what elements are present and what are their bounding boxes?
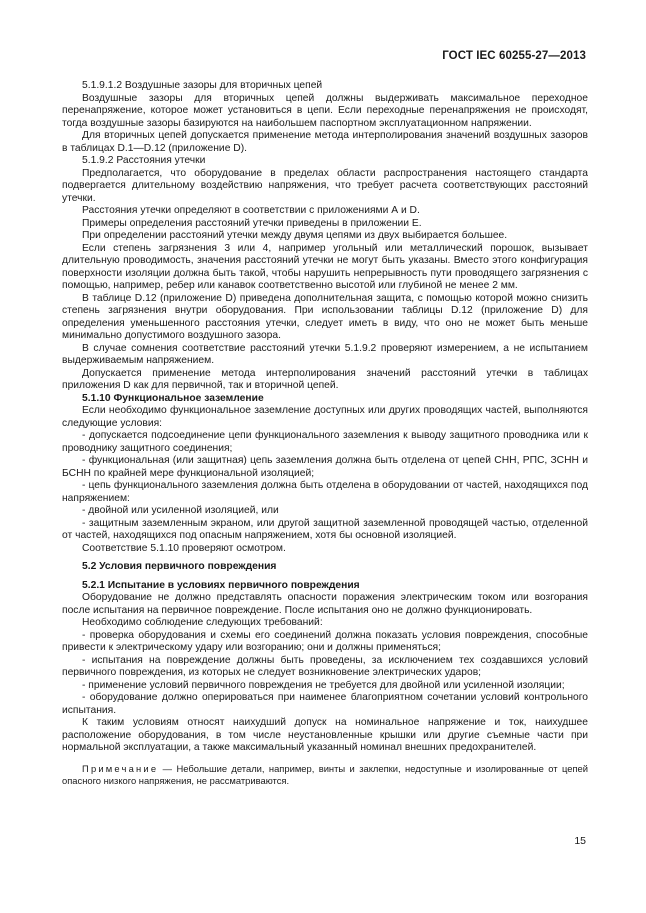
paragraph: К таким условиям относят наихудший допуск на номинальное напряжение и ток, наихудшее расположение оборудования, в том числе неустановленные крышки или другие съемные части при нормальной эксплуатации, а также максимальный указанный номинал внешних предохранителей. [62, 717, 588, 753]
section-heading: 5.2 Условия первичного повреждения [82, 561, 277, 572]
list-item: - защитным заземленным экраном, или другой защитной заземленной проводящей частью, отделенной от частей, находящихся под опасным напряжением, хотя бы основной изоляцией. [62, 517, 588, 541]
paragraph: Оборудование не должно представлять опасности поражения электрическим током или возгорания после испытания на первичное повреждение. После испытания оно не должно функционировать. [62, 592, 588, 616]
section-heading: 5.1.10 Функциональное заземление [82, 392, 264, 404]
paragraph: Для вторичных цепей допускается применение метода интерполирования значений воздушных зазоров в таблицах D.1—D.12 (приложение D). [62, 130, 588, 154]
paragraph: Если необходимо функциональное заземление доступных или других проводящих частей, выполняются следующие условия: [62, 405, 588, 429]
paragraph: Если степень загрязнения 3 или 4, например угольный или металлический порошок, вызывает длительную проводимость, значения расстояний утечки не могут быть указаны. Вместо этого конфигурация поверхности изоляции должна быть такой, чтобы нарушить непрерывность пути проводящего загрязнения с помощью, например, ребер или канавок соответственно высотой или глубиной не менее 2 мм. [62, 242, 588, 291]
list-item: - испытания на повреждение должны быть проведены, за исключением тех создавшихся условий первичного повреждения, из которых не следует возникновение электрических ударов; [62, 654, 588, 678]
document-header: ГОСТ IEC 60255-27—2013 [442, 50, 586, 62]
paragraph: Расстояния утечки определяют в соответствии с приложениями А и D. [82, 205, 420, 216]
list-item: - проверка оборудования и схемы его соединений должна показать условия повреждения, способные привести к электрическому удару или возгоранию; они и должны применяться; [62, 629, 588, 653]
paragraph: При определении расстояний утечки между двумя цепями из двух выбирается большее. [82, 230, 508, 241]
subsection-heading: 5.1.9.2 Расстояния утечки [82, 155, 206, 166]
list-item: - оборудование должно оперироваться при наименее благоприятном сочетании условий контрольного испытания. [62, 692, 588, 716]
list-item: - цепь функционального заземления должна быть отделена в оборудовании от частей, находящихся под напряжением: [62, 480, 588, 504]
list-item: - допускается подсоединение цепи функционального заземления к выводу защитного проводника или к проводнику защитного соединения; [62, 430, 588, 454]
page-body [62, 80, 588, 787]
list-item: - функциональная (или защитная) цепь заземления должна быть отделена от цепей СНН, РПС, ЗСНН и БСНН по крайней мере функциональной изоляцией; [62, 455, 588, 479]
section-heading: 5.2.1 Испытание в условиях первичного повреждения [82, 579, 360, 591]
paragraph: Соответствие 5.1.10 проверяют осмотром. [82, 542, 286, 554]
paragraph: Допускается применение метода интерполирования значений расстояний утечки в таблицах приложения D как для первичной, так и вторичной цепей. [62, 367, 588, 391]
paragraph: Предполагается, что оборудование в пределах области распространения настоящего стандарта подвергается длительному воздействию напряжения, что требует расчета соответствующих расстояний утечки. [62, 167, 588, 204]
list-item: - применение условий первичного повреждения не требуется для двойной или усиленной изоляции; [82, 679, 565, 691]
list-item: - двойной или усиленной изоляцией, или [82, 505, 279, 516]
paragraph: Необходимо соблюдение следующих требований: [82, 617, 323, 628]
note [62, 763, 588, 787]
paragraph: Воздушные зазоры для вторичных цепей должны выдерживать максимальное переходное перенапряжение, которое может установиться в цепи. Если переходные перенапряжения не происходят, тогда воздушные зазоры базируются на наибольшем паспортном эксплуатационном напряжении. [62, 92, 588, 129]
paragraph: Примеры определения расстояний утечки приведены в приложении Е. [82, 217, 422, 229]
page-number: 15 [574, 835, 586, 847]
paragraph: В таблице D.12 (приложение D) приведена дополнительная защита, с помощью которой можно снизить степень загрязнения внутри оборудования. При использовании таблицы D.12 (приложение D) для определения уменьшенного расстояния утечки, следует иметь в виду, что оно не может быть меньше минимально допустимого воздушного зазора. [62, 292, 588, 341]
subsection-heading: 5.1.9.1.2 Воздушные зазоры для вторичных цепей [82, 80, 323, 91]
paragraph: В случае сомнения соответствие расстояний утечки 5.1.9.2 проверяют измерением, а не испытанием выдерживаемым напряжением. [62, 342, 588, 366]
note-label: Примечание [82, 762, 159, 774]
note-text: — Небольшие детали, например, винты и заклепки, недоступные и изолированные от цепей опасного низкого напряжения, не рассматриваются. [62, 762, 588, 786]
